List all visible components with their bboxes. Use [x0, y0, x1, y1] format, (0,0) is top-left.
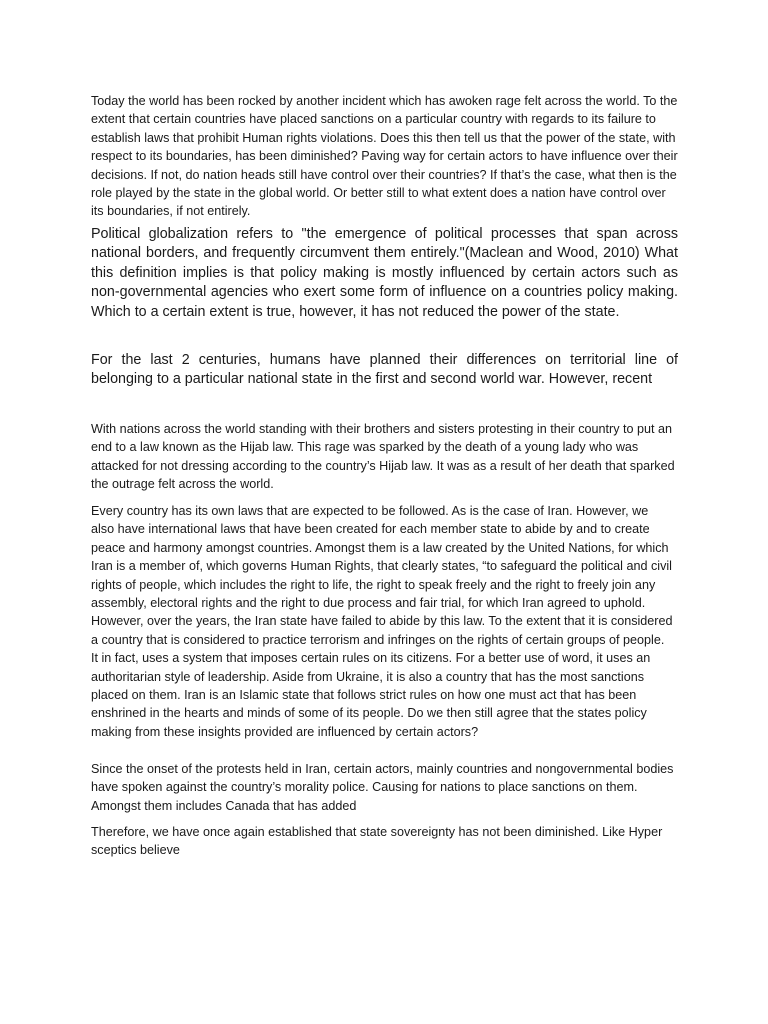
paragraph-hijab-law: With nations across the world standing with their brothers and sisters protesting in their country to put an end to a law known as the Hijab law. This rage was sparked by the death of a young lady who was attacked for not dressing according to the country’s Hijab law. It was as a result of her death that sparked the outrage felt across the world. — [91, 422, 675, 492]
paragraph-two-centuries: For the last 2 centuries, humans have planned their differences on territorial line of belonging to a particular national state in the first and second world war. However, recent — [91, 352, 678, 388]
paragraph-political-globalization: Political globalization refers to "the emergence of political processes that span across national borders, and frequently circumvent them entirely."(Maclean and Wood, 2010) What this definition implies is that policy making is mostly influenced by certain actors such as non-governmental agencies who exert some form of influence on a countries policy making. Which to a certain extent is true, however, it has not reduced the power of the state. — [91, 226, 678, 320]
paragraph-intro: Today the world has been rocked by another incident which has awoken rage felt across the world. To the extent that certain countries have placed sanctions on a particular country with regards to its failure to establish laws that prohibit Human rights violations. Does this then tell us that the power of the state, with respect to its boundaries, has been diminished? Paving way for certain actors to have influence over their decisions. If not, do nation heads still have control over their countries? If that’s the case, what then is the role played by the state in the global world. Or better still to what extent does a nation have control over its boundaries, if not entirely. — [91, 94, 678, 219]
paragraph-protests: Since the onset of the protests held in Iran, certain actors, mainly countries and nongovernmental bodies have spoken against the country’s morality police. Causing for nations to place sanctions on them. Amongst them includes Canada that has added — [91, 762, 674, 813]
paragraph-conclusion: Therefore, we have once again established that state sovereignty has not been diminished. Like Hyper sceptics believe — [91, 825, 663, 858]
paragraph-iran-laws: Every country has its own laws that are expected to be followed. As is the case of Iran. However, we also have international laws that have been created for each member state to abide by and to create peace and harmony amongst countries. Amongst them is a law created by the United Nations, for which Iran is a member of, which governs Human Rights, that clearly states, “to safeguard the political and civil rights of people, which includes the right to life, the right to speak freely and the right to freely join any assembly, electoral rights and the right to due process and fair trial, for which Iran agreed to uphold. However, over the years, the Iran state have failed to abide by this law. To the extent that it is considered a country that is considered to practice terrorism and infringes on the rights of certain groups of people. It in fact, uses a system that imposes certain rules on its citizens. For a better use of word, it uses an authoritarian style of leadership. Aside from Ukraine, it is also a country that has the most sanctions placed on them. Iran is an Islamic state that follows strict rules on how one must act that has been enshrined in the hearts and minds of some of its people. Do we then still agree that the states policy making from these insights provided are influenced by certain actors? — [91, 504, 673, 739]
